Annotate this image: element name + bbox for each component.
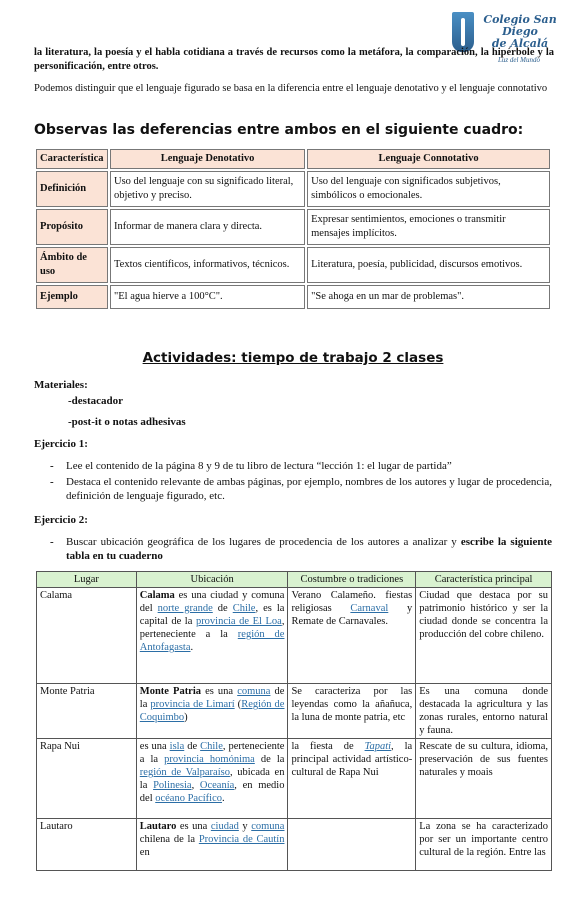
exercise-2-list xyxy=(50,535,552,563)
cell-text: es una xyxy=(139,741,170,752)
list-item: - Lee el contenido de la página 8 y 9 de tu libro de lectura “lección 1: el lugar de partida” xyxy=(50,459,552,473)
cell-text: de la xyxy=(139,686,285,710)
table-row xyxy=(37,684,552,739)
cell-text: Se caracteriza por las leyendas como la añañuca, la luna de monte patria, etc xyxy=(291,686,413,723)
cell-lugar: Monte Patria xyxy=(37,684,137,739)
cell-text: de xyxy=(184,741,201,752)
cell-costumbre xyxy=(288,819,416,871)
cell-text: , xyxy=(191,780,200,791)
wiki-link[interactable]: Polinesia xyxy=(153,780,192,791)
cell-connotativo: Literatura, poesía, publicidad, discursos emotivos. xyxy=(307,247,550,283)
exercise-2-text: Buscar ubicación geográfica de los lugares de procedencia de los autores a analizar y xyxy=(66,536,457,548)
wiki-link[interactable]: norte grande xyxy=(157,603,213,614)
cell-text: es una xyxy=(201,686,238,697)
wiki-link[interactable]: Oceanía xyxy=(199,780,235,791)
cell-ubicacion xyxy=(136,819,288,871)
cell-caracteristica: Rescate de su cultura, idioma, preservación de sus fuentes naturales y moais xyxy=(416,739,552,819)
cell-costumbre xyxy=(288,684,416,739)
comparison-table xyxy=(34,147,552,311)
cell-text: , perteneciente a la xyxy=(139,741,285,765)
cell-caracteristica: La zona se ha caracterizado por ser un importante centro cultural de la región. Entre las xyxy=(416,819,552,871)
cell-connotativo: Uso del lenguaje con significados subjetivos, simbólicos o emocionales. xyxy=(307,171,550,207)
cell-lugar: Rapa Nui xyxy=(37,739,137,819)
table-header-row xyxy=(37,572,552,588)
wiki-link[interactable]: ciudad xyxy=(210,821,239,832)
row-label: Definición xyxy=(36,171,108,207)
material-item: -destacador xyxy=(68,395,123,407)
place-name: Lautaro xyxy=(139,821,177,832)
cell-ubicacion xyxy=(136,588,288,684)
cell-text: es una ciudad y comuna del xyxy=(139,590,285,614)
cell-lugar: Calama xyxy=(37,588,137,684)
cell-text: , en medio del xyxy=(139,780,285,804)
cell-denotativo: "El agua hierve a 100°C". xyxy=(110,285,305,309)
cell-text: es una xyxy=(176,821,211,832)
exercise-1-list xyxy=(50,459,552,503)
wiki-link[interactable]: región de Antofagasta xyxy=(139,629,285,653)
wiki-link[interactable]: región de Valparaíso xyxy=(139,767,230,778)
materials-label: Materiales: xyxy=(34,379,88,391)
cell-denotativo: Textos científicos, informativos, técnicos. xyxy=(110,247,305,283)
list-item: - Destaca el contenido relevante de ambas páginas, por ejemplo, nombres de los autores y lugar de procedencia, definición de lenguaje figurado, etc. xyxy=(50,475,552,503)
cell-text: en xyxy=(139,847,150,858)
header-caracteristica: Característica principal xyxy=(416,572,552,588)
table-row xyxy=(36,247,550,283)
wiki-link[interactable]: Región de Coquimbo xyxy=(139,699,285,723)
table-row xyxy=(37,739,552,819)
cell-text: ( xyxy=(234,699,242,710)
table-row xyxy=(37,588,552,684)
school-name: Colegio San Diego de Alcalá xyxy=(483,13,557,50)
header-ubicacion: Ubicación xyxy=(136,572,288,588)
cell-text: y Remate de Carnavales. xyxy=(291,603,413,627)
cell-ubicacion xyxy=(136,739,288,819)
wiki-link[interactable]: Chile xyxy=(200,741,223,752)
wiki-link[interactable]: Provincia de Cautín xyxy=(198,834,285,845)
table-row xyxy=(36,171,550,207)
intro-bold-text: la literatura, la poesía y el habla cotidiana a través de recursos como la metáfora, la comparación, la hipérbole y la personificación, entre otros. xyxy=(34,47,554,72)
cell-costumbre xyxy=(288,739,416,819)
place-name: Monte Patria xyxy=(139,686,202,697)
wiki-link[interactable]: comuna xyxy=(237,686,271,697)
cell-caracteristica: Ciudad que destaca por su patrimonio histórico y ser la ciudad donde se concentra la producción del cobre chileno. xyxy=(416,588,552,684)
cell-caracteristica: Es una comuna donde destacada la agricultura y las zonas rurales, entorno natural y fauna. xyxy=(416,684,552,739)
row-label: Propósito xyxy=(36,209,108,245)
cell-text: chilena de la xyxy=(139,834,199,845)
exercise-1-label: Ejercicio 1: xyxy=(34,438,88,450)
wiki-link[interactable]: océano Pacífico xyxy=(155,793,222,804)
header-lugar: Lugar xyxy=(37,572,137,588)
intro-paragraph: Podemos distinguir que el lenguaje figurado se basa en la diferencia entre el lenguaje denotativo y el lenguaje connotativo xyxy=(34,83,548,94)
comparison-heading: Observas las deferencias entre ambos en el siguiente cuadro: xyxy=(34,122,524,138)
cell-text: de xyxy=(212,603,233,614)
wiki-link[interactable]: provincia homónima xyxy=(164,754,255,765)
cell-connotativo: "Se ahoga en un mar de problemas". xyxy=(307,285,550,309)
cell-text: . xyxy=(222,793,225,804)
cell-text: , ubicada en la xyxy=(139,767,285,791)
header-connotativo: Lenguaje Connotativo xyxy=(307,149,550,169)
school-motto: Luz del Mundo xyxy=(498,56,540,64)
places-table xyxy=(36,571,552,871)
cell-text: . xyxy=(190,642,194,653)
wiki-link[interactable]: Carnaval xyxy=(350,603,389,614)
wiki-link[interactable]: provincia de Limarí xyxy=(150,699,235,710)
header-caracteristica: Característica xyxy=(36,149,108,169)
header-denotativo: Lenguaje Denotativo xyxy=(110,149,305,169)
cell-text: Verano Calameño. fiestas religiosas xyxy=(291,590,413,614)
cell-connotativo: Expresar sentimientos, emociones o transmitir mensajes implícitos. xyxy=(307,209,550,245)
material-item: -post-it o notas adhesivas xyxy=(68,416,186,428)
row-label: Ámbito de uso xyxy=(36,247,108,283)
table-header-row xyxy=(36,149,550,169)
table-row xyxy=(36,209,550,245)
cell-text: , perteneciente a la xyxy=(139,616,285,640)
table-row xyxy=(37,819,552,871)
exercise-2-bold: escribe la siguiente tabla en tu cuaderno xyxy=(66,536,552,562)
wiki-link[interactable]: provincia de El Loa xyxy=(195,616,282,627)
cell-text: la fiesta de xyxy=(291,741,365,752)
cell-denotativo: Informar de manera clara y directa. xyxy=(110,209,305,245)
row-label: Ejemplo xyxy=(36,285,108,309)
cell-ubicacion xyxy=(136,684,288,739)
cell-lugar: Lautaro xyxy=(37,819,137,871)
cell-text: , es la capital de la xyxy=(139,603,285,627)
activities-title: Actividades: tiempo de trabajo 2 clases xyxy=(142,350,444,366)
wiki-link[interactable]: isla xyxy=(169,741,185,752)
list-item xyxy=(50,535,552,563)
wiki-link[interactable]: Tapati xyxy=(364,741,392,752)
table-row xyxy=(36,285,550,309)
cell-costumbre xyxy=(288,588,416,684)
cell-text: , la principal actividad artístico-cultural de Rapa Nui xyxy=(291,741,413,778)
exercise-2-label: Ejercicio 2: xyxy=(34,514,88,526)
wiki-link[interactable]: comuna xyxy=(251,821,285,832)
header-costumbre: Costumbre o tradiciones xyxy=(288,572,416,588)
wiki-link[interactable]: Chile xyxy=(232,603,256,614)
cell-text: ) xyxy=(184,712,188,723)
cell-text: de la xyxy=(254,754,285,765)
cell-denotativo: Uso del lenguaje con su significado literal, objetivo y preciso. xyxy=(110,171,305,207)
place-name: Calama xyxy=(139,590,175,601)
cell-text: y xyxy=(238,821,252,832)
